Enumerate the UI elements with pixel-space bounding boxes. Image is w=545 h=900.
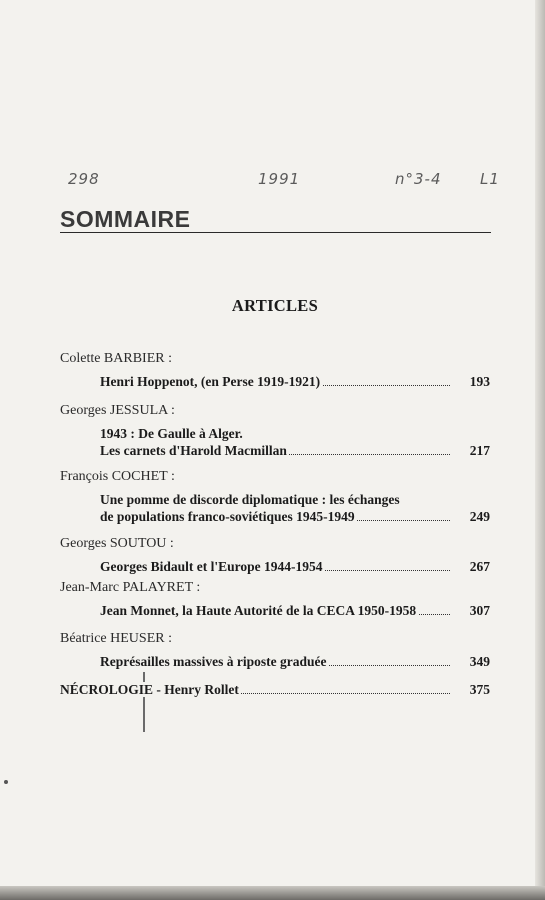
- toc-author: Georges JESSULA :: [60, 403, 175, 418]
- toc-page-number: 375: [460, 681, 490, 698]
- toc-page-number: 193: [460, 373, 490, 390]
- toc-page-number: 307: [460, 602, 490, 619]
- toc-page-number: 217: [460, 442, 490, 459]
- toc-necrology[interactable]: [60, 681, 490, 698]
- page-edge-shadow: [535, 0, 545, 900]
- toc-author: Georges SOUTOU :: [60, 536, 174, 551]
- toc-entry[interactable]: [100, 602, 490, 619]
- handwritten-note: 298: [68, 170, 100, 188]
- toc-entry-title: Jean Monnet, la Haute Autorité de la CECA 1950-1958: [100, 603, 417, 618]
- margin-mark: [4, 780, 8, 784]
- toc-entry-title: Les carnets d'Harold Macmillan: [100, 443, 287, 458]
- toc-entry-title: Georges Bidault et l'Europe 1944-1954: [100, 559, 323, 574]
- toc-entry[interactable]: [100, 425, 490, 459]
- toc-necrology-title: NÉCROLOGIE - Henry Rollet: [60, 682, 239, 697]
- handwritten-note: L1: [480, 170, 500, 188]
- handwritten-note: 1991: [258, 170, 301, 188]
- toc-entry[interactable]: [100, 558, 490, 575]
- pencil-mark: [143, 672, 145, 732]
- toc-entry[interactable]: [100, 653, 490, 670]
- toc-page-number: 349: [460, 653, 490, 670]
- page-bottom-edge: [0, 886, 545, 900]
- toc-author: Jean-Marc PALAYRET :: [60, 580, 201, 595]
- toc-entry-title: Une pomme de discorde diplomatique : les échanges: [100, 492, 400, 507]
- toc-entry[interactable]: [100, 373, 490, 390]
- toc-page-number: 249: [460, 508, 490, 525]
- toc-entry-title: Henri Hoppenot, (en Perse 1919-1921): [100, 374, 321, 389]
- toc-author: François COCHET :: [60, 469, 175, 484]
- toc-entry-title: Représailles massives à riposte graduée: [100, 654, 327, 669]
- section-heading: ARTICLES: [231, 296, 319, 315]
- title-divider: [60, 232, 491, 233]
- toc-author: Béatrice HEUSER :: [60, 631, 172, 646]
- handwritten-note: n°3-4: [395, 170, 442, 188]
- page-title: SOMMAIRE: [60, 206, 191, 232]
- toc-author: Colette BARBIER :: [60, 351, 172, 366]
- toc-page-number: 267: [460, 558, 490, 575]
- toc-entry-title: de populations franco-soviétiques 1945-1949: [100, 509, 355, 524]
- toc-entry[interactable]: [100, 491, 490, 525]
- toc-entry-title: 1943 : De Gaulle à Alger.: [100, 426, 243, 441]
